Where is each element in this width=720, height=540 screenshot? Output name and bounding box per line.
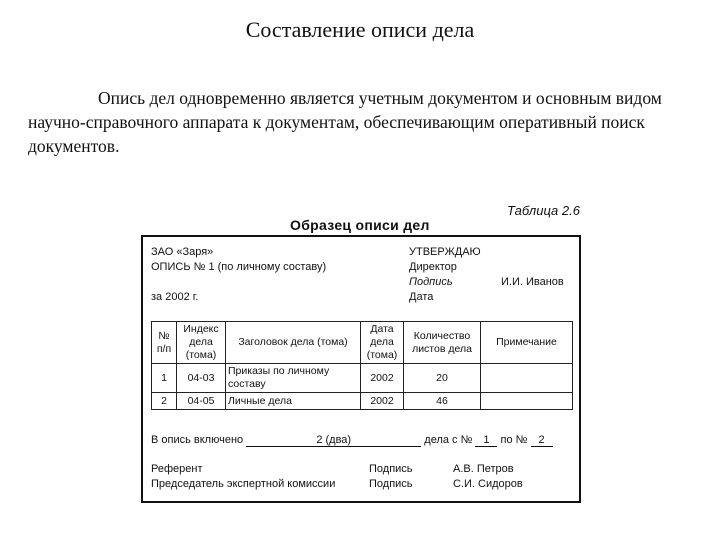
table-cell: 46	[404, 393, 481, 410]
column-header: Дата дела (тома)	[361, 322, 404, 364]
table-caption: Таблица 2.6	[507, 203, 580, 218]
page-title: Составление описи дела	[245, 17, 475, 42]
column-header: Примечание	[481, 322, 573, 364]
from-number: 1	[475, 434, 497, 447]
referent-label: Референт	[151, 463, 203, 475]
table-cell: 04-05	[177, 393, 226, 410]
table-cell: Личные дела	[226, 393, 361, 410]
table-cell	[481, 393, 573, 410]
table-cell: 20	[404, 364, 481, 393]
table-cell	[481, 364, 573, 393]
table-cell: 2002	[361, 393, 404, 410]
included-value: 2 (два)	[246, 434, 421, 447]
paragraph-text: Опись дел одновременно является учетным документом и основным видом научно-справочного аппарата к документам, обеспечивающим оперативный поиск документов.	[28, 88, 662, 156]
cases-from-label: дела с №	[424, 434, 473, 446]
chair-signature: Подпись	[369, 478, 413, 490]
table-cell: 2	[152, 393, 177, 410]
column-header: № п/п	[152, 322, 177, 364]
table-header-row	[152, 322, 573, 364]
to-label: по №	[500, 434, 528, 446]
chair-name: С.И. Сидоров	[453, 478, 523, 490]
table-cell: Приказы по личному составу	[226, 364, 361, 393]
included-label: В опись включено	[151, 434, 244, 446]
approve-label: УТВЕРЖДАЮ	[409, 246, 481, 258]
signature-label: Подпись	[409, 276, 453, 288]
table-cell: 04-03	[177, 364, 226, 393]
included-line	[151, 434, 553, 447]
column-header: Количество листов дела	[404, 322, 481, 364]
referent-signature: Подпись	[369, 463, 413, 475]
date-label: Дата	[409, 291, 434, 303]
table-row	[152, 364, 573, 393]
director-name: И.И. Иванов	[501, 276, 564, 288]
table-cell: 1	[152, 364, 177, 393]
table-cell: 2002	[361, 364, 404, 393]
director-label: Директор	[409, 261, 457, 273]
table-row	[152, 393, 573, 410]
to-number: 2	[531, 434, 553, 447]
referent-name: А.В. Петров	[453, 463, 514, 475]
inventory-title: ОПИСЬ № 1 (по личному составу)	[151, 261, 327, 273]
column-header: Заголовок дела (тома)	[226, 322, 361, 364]
description-paragraph	[28, 86, 696, 158]
column-header: Индекс дела (тома)	[177, 322, 226, 364]
inventory-year: за 2002 г.	[151, 291, 199, 303]
inventory-form	[141, 235, 581, 503]
inventory-table	[151, 321, 573, 410]
chair-label: Председатель экспертной комиссии	[151, 478, 336, 490]
organization-name: ЗАО «Заря»	[151, 246, 214, 258]
form-title: Образец описи дел	[290, 217, 430, 233]
